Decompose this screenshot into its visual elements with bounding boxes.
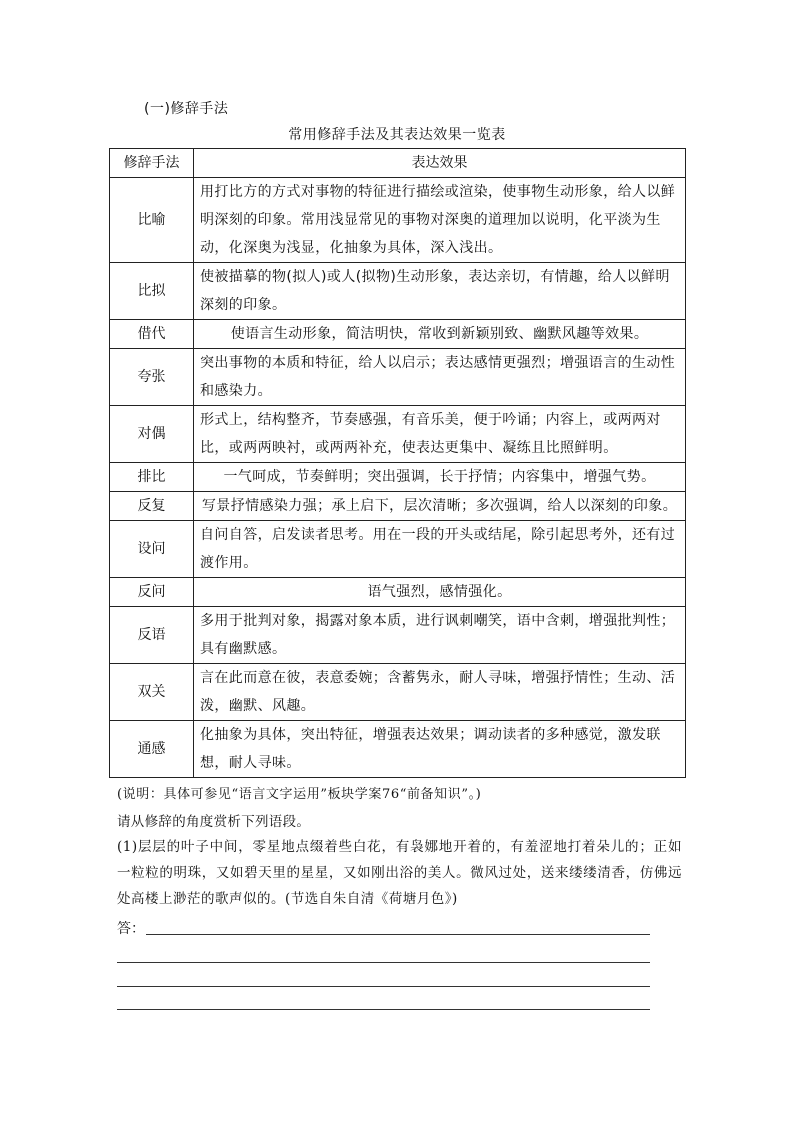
device-cell: 设问 (110, 521, 194, 578)
device-cell: 比拟 (110, 263, 194, 320)
table-caption: 常用修辞手法及其表达效果一览表 (288, 127, 506, 143)
column-header-device: 修辞手法 (110, 149, 194, 178)
device-cell: 借代 (110, 320, 194, 349)
effect-cell: 一气呵成，节奏鲜明；突出强调，长于抒情；内容集中，增强气势。 (194, 463, 686, 492)
effect-cell: 使语言生动形象，简洁明快，常收到新颖别致、幽默风趣等效果。 (194, 320, 686, 349)
answer-line[interactable] (117, 962, 650, 963)
effect-cell: 言在此而意在彼，表意委婉；含蓄隽永，耐人寻味，增强抒情性；生动、活泼，幽默、风趣。 (194, 664, 686, 721)
answer-line[interactable] (117, 1009, 650, 1010)
device-cell: 比喻 (110, 178, 194, 263)
device-cell: 反语 (110, 607, 194, 664)
device-cell: 反复 (110, 492, 194, 521)
reference-note: (说明：具体可参见“语言文字运用”板块学案76“前备知识”。) (117, 787, 482, 802)
effect-cell: 用打比方的方式对事物的特征进行描绘或渲染，使事物生动形象，给人以鲜明深刻的印象。常用浅显常见的事物对深奥的道理加以说明，化平淡为生动，化深奥为浅显，化抽象为具体，深入浅出。 (194, 178, 686, 263)
device-cell: 双关 (110, 664, 194, 721)
section-heading: (一)修辞手法 (144, 101, 229, 117)
table-row (110, 320, 686, 349)
table-row (110, 607, 686, 664)
answer-label: 答： (117, 921, 145, 937)
device-cell: 夸张 (110, 349, 194, 406)
effect-cell: 写景抒情感染力强；承上启下，层次清晰；多次强调，给人以深刻的印象。 (194, 492, 686, 521)
device-cell: 排比 (110, 463, 194, 492)
table-row (110, 349, 686, 406)
effect-cell: 形式上，结构整齐，节奏感强，有音乐美，便于吟诵；内容上，或两两对比，或两两映衬，或两两补充，使表达更集中、凝练且比照鲜明。 (194, 406, 686, 463)
table-row (110, 178, 686, 263)
table-row (110, 721, 686, 778)
exercise-instruction: 请从修辞的角度赏析下列语段。 (117, 814, 311, 830)
effect-cell: 使被描摹的物(拟人)或人(拟物)生动形象，表达亲切，有情趣，给人以鲜明深刻的印象。 (194, 263, 686, 320)
effect-cell: 化抽象为具体，突出特征，增强表达效果；调动读者的多种感觉，激发联想，耐人寻味。 (194, 721, 686, 778)
table-row (110, 406, 686, 463)
answer-line[interactable] (146, 934, 650, 935)
exercise-passage: (1)层层的叶子中间，零星地点缀着些白花，有袅娜地开着的，有羞涩地打着朵儿的；正如一粒粒的明珠，又如碧天里的星星，又如刚出浴的美人。微风过处，送来缕缕清香，仿佛远处高楼上渺茫的歌声似的。(节选自朱自清《荷塘月色》) (117, 839, 682, 907)
device-cell: 通感 (110, 721, 194, 778)
effect-cell: 突出事物的本质和特征，给人以启示；表达感情更强烈；增强语言的生动性和感染力。 (194, 349, 686, 406)
table-row (110, 463, 686, 492)
table-row (110, 521, 686, 578)
rhetoric-table (109, 148, 686, 778)
device-cell: 反问 (110, 578, 194, 607)
table-row (110, 492, 686, 521)
effect-cell: 多用于批判对象，揭露对象本质，进行讽刺嘲笑，语中含刺，增强批判性；具有幽默感。 (194, 607, 686, 664)
table-row (110, 263, 686, 320)
answer-line[interactable] (117, 986, 650, 987)
device-cell: 对偶 (110, 406, 194, 463)
column-header-effect: 表达效果 (194, 149, 686, 178)
table-row (110, 578, 686, 607)
table-header-row (110, 149, 686, 178)
effect-cell: 自问自答，启发读者思考。用在一段的开头或结尾，除引起思考外，还有过渡作用。 (194, 521, 686, 578)
effect-cell: 语气强烈，感情强化。 (194, 578, 686, 607)
table-row (110, 664, 686, 721)
